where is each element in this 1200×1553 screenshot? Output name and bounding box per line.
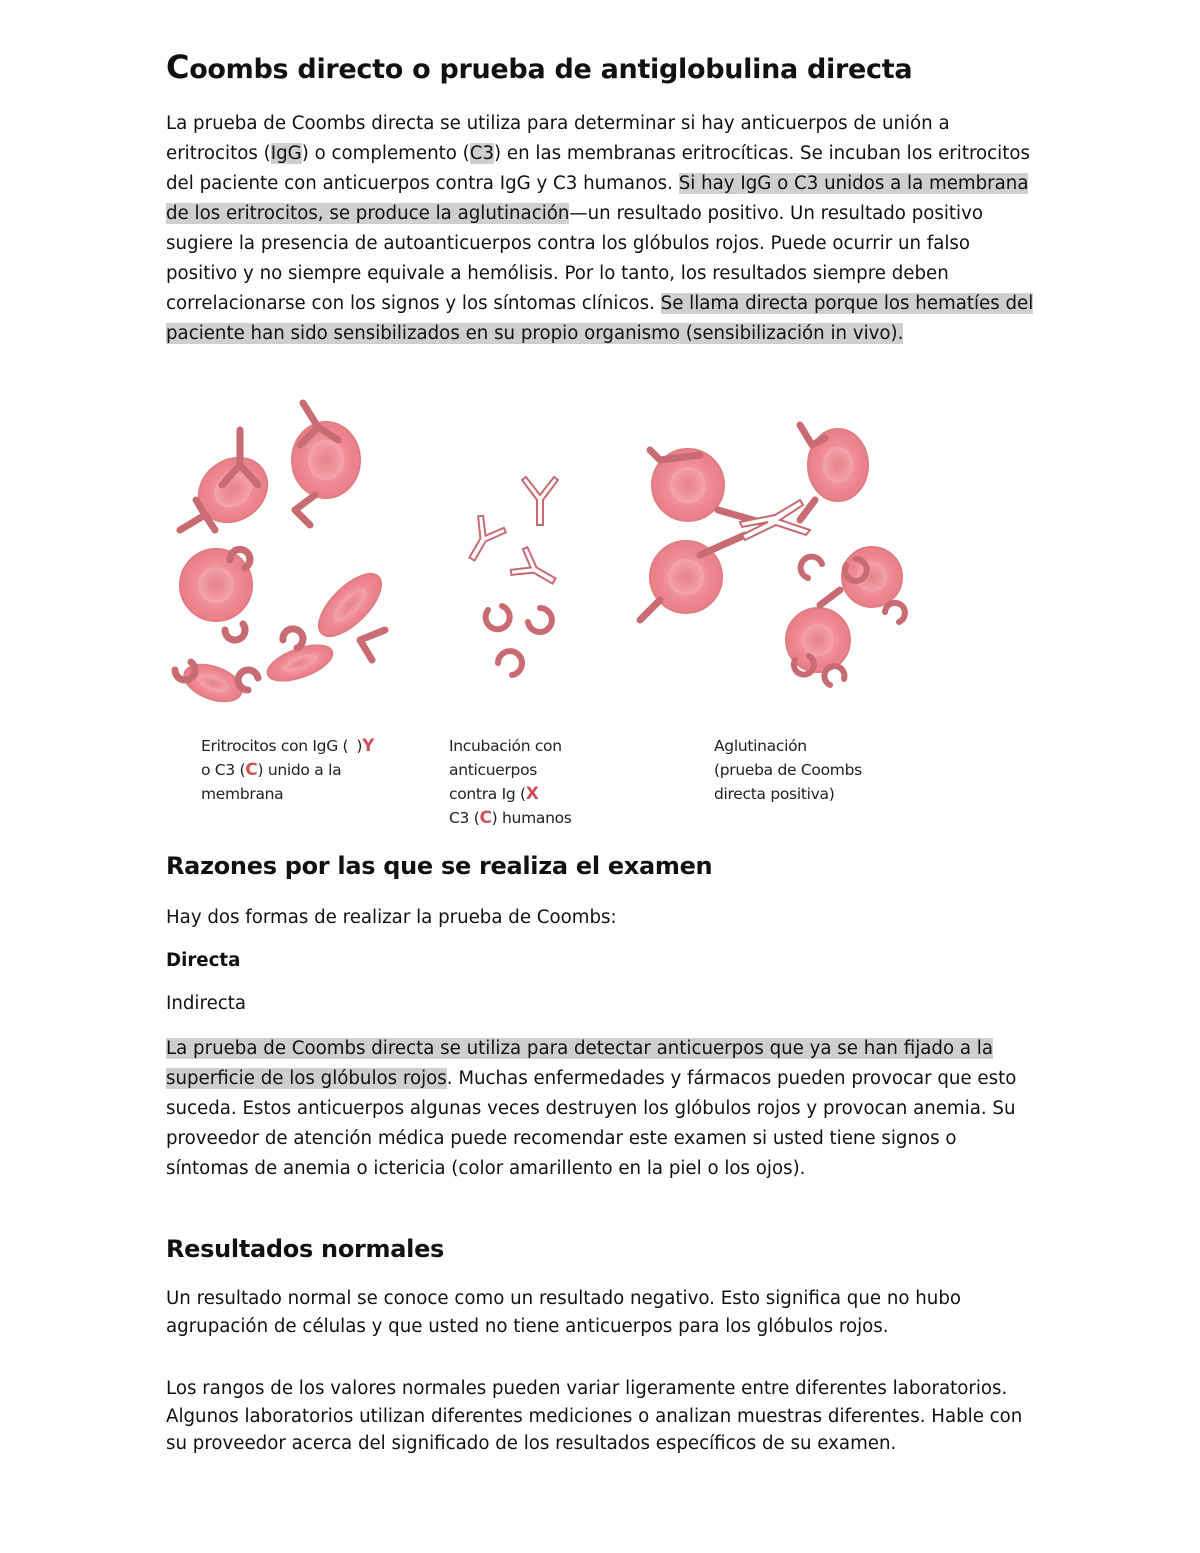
igg-antibody: [800, 500, 840, 605]
caption-mid-line-1: Incubación con: [449, 737, 562, 755]
caption-right-line-3: directa positiva): [714, 785, 835, 803]
caption-mid-line-2: anticuerpos: [449, 761, 538, 779]
anti-igg-antibody: [522, 477, 558, 525]
title-initial: C: [166, 48, 190, 86]
igg-antibody: [360, 630, 385, 660]
intro-highlight-2: Se llama directa porque los hematíes del paciente han sido sensibilizados en su propio organismo (sensibilización in vivo).: [166, 293, 1034, 344]
c3-complement: [283, 629, 303, 648]
intro-text-2: ) o complemento (: [301, 143, 470, 164]
intro-text-3: ) en las membranas eritrocíticas. Se incuban los eritrocitos del paciente con anticuerpos contra IgG y C3 humanos.: [166, 143, 1030, 194]
cell-group-right: [650, 429, 902, 672]
c3-complement: [498, 651, 522, 675]
section-heading-results: Resultados normales: [166, 1235, 445, 1263]
caption-right: [714, 734, 914, 806]
cell-group-left: [179, 422, 391, 708]
c3-complement: [801, 557, 822, 578]
c3-complement: [885, 603, 905, 622]
intro-c3: C3: [469, 143, 495, 164]
c3-complement: [225, 624, 245, 640]
intro-igg: IgG: [270, 143, 302, 164]
intro-highlight-1: Si hay IgG o C3 unidos a la membrana de los eritrocitos, se produce la aglutinación: [166, 173, 1029, 224]
caption-right-line-1: Aglutinación: [714, 737, 807, 755]
caption-mid-line-4: C3 (: [449, 809, 480, 827]
caption-left-line-1: Eritrocitos con IgG (: [201, 737, 349, 755]
caption-middle: [449, 734, 649, 830]
title-rest: oombs directo o prueba de antiglobulina directa: [189, 54, 913, 85]
c3-complement: [486, 606, 510, 629]
c3-complement: [824, 666, 844, 685]
caption-left-line-1-end: ): [356, 737, 363, 755]
intro-text-1: La prueba de Coombs directa se utiliza para determinar si hay anticuerpos de unión a eritrocitos (: [166, 113, 950, 164]
caption-right-line-2: (prueba de Coombs: [714, 761, 862, 779]
intro-text-4: —un resultado positivo. Un resultado positivo sugiere la presencia de autoanticuerpos contra los glóbulos rojos. Puede ocurrir un falso positivo y no siempre equivale a hemólisis. Por lo tanto, los resultados siempre deben correlacionarse con los signos y los síntomas clínicos.: [166, 203, 983, 314]
anti-igg-antibody: [458, 514, 507, 567]
results-paragraph-2: Los rangos de los valores normales pueden variar ligeramente entre diferentes laboratorios. Algunos laboratorios utilizan diferentes mediciones o analizan muestras diferentes. Hable con su proveedor acerca del significado de los resultados específicos de su examen.: [166, 1378, 1023, 1454]
igg-antibody: [295, 495, 315, 525]
igg-symbol-icon: Y: [362, 736, 375, 756]
c3-complement: [528, 608, 552, 632]
caption-left-line-3: membrana: [201, 785, 284, 803]
caption-left-line-2: o C3 (: [201, 761, 246, 779]
caption-mid-line-3: contra Ig (: [449, 785, 526, 803]
reasons-highlight: La prueba de Coombs directa se utiliza para detectar anticuerpos que ya se han fijado a la superficie de los glóbulos rojos: [166, 1038, 993, 1089]
reasons-paragraph: [166, 1034, 1036, 1184]
red-blood-cell: [180, 549, 252, 621]
results-paragraph-1: Un resultado normal se conoce como un resultado negativo. Esto significa que no hubo agrupación de células y que usted no tiene anticuerpos para los glóbulos rojos.: [166, 1288, 961, 1337]
reasons-rest: . Muchas enfermedades y fármacos pueden provocar que esto suceda. Estos anticuerpos algunas veces destruyen los glóbulos rojos y provocan anemia. Su proveedor de atención médica puede recomendar este examen si usted tiene signos o síntomas de anemia o ictericia (color amarillento en la piel o los ojos).: [166, 1068, 1017, 1179]
c3-complement: [238, 670, 258, 690]
reasons-intro: Hay dos formas de realizar la prueba de Coombs:: [166, 907, 617, 928]
c3-symbol-icon: C: [245, 760, 258, 780]
anti-igg-antibody: [509, 546, 562, 595]
c3-symbol-icon: C: [479, 808, 492, 828]
free-c3-middle: [486, 606, 552, 675]
caption-left: [201, 734, 421, 806]
section-heading-reasons: Razones por las que se realiza el examen: [166, 852, 713, 880]
caption-left-line-2-end: ) unido a la: [257, 761, 342, 779]
list-item-direct: Directa: [166, 950, 241, 971]
free-antibodies-middle: [458, 477, 562, 595]
anti-ig-symbol-icon: X: [525, 784, 539, 804]
caption-mid-line-4-end: ) humanos: [491, 809, 572, 827]
list-item-indirect: Indirecta: [166, 993, 247, 1014]
